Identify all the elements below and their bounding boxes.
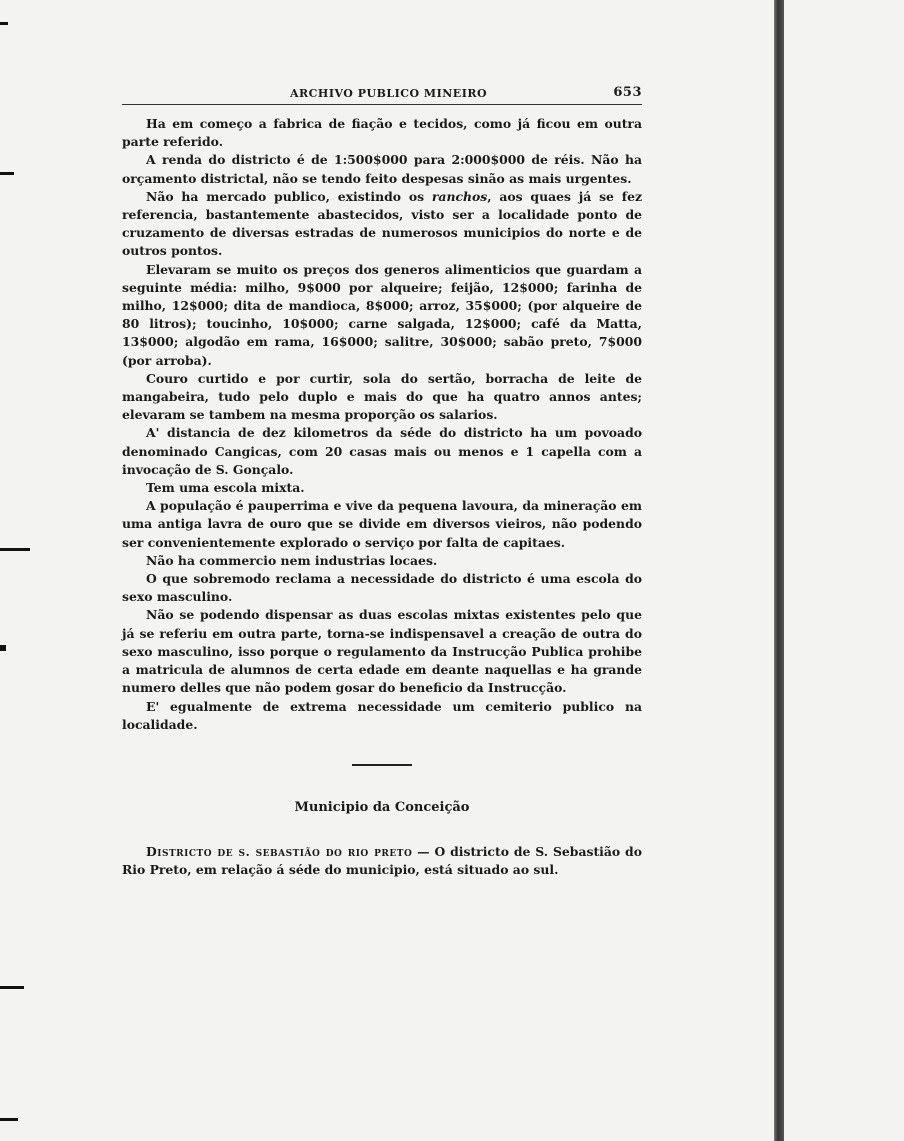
paragraph-lead: Não ha mercado publico, existindo os: [146, 188, 425, 204]
margin-mark: [0, 1118, 18, 1121]
body-text: [122, 115, 642, 734]
section-divider: [352, 764, 412, 766]
margin-mark: [0, 548, 30, 551]
paragraph: [122, 188, 642, 261]
document-page: [122, 80, 642, 879]
paragraph: Tem uma escola mixta.: [146, 480, 305, 496]
margin-mark: [0, 22, 8, 25]
paragraph: Não se podendo dispensar as duas escolas mixtas existentes pelo que já se referiu em outra parte, torna-se indispensavel a creação de outra do sexo masculino, isso porque o regulamento da Instrucção Publica prohibe a matricula de alumnos de certa edade em deante naquellas e ha grande numero delles que não podem gosar do beneficio da Instrucção.: [122, 607, 642, 696]
paragraph: Couro curtido e por curtir, sola do sertão, borracha de leite de mangabeira, tudo pelo duplo e mais do que ha quatro annos antes; elevaram se tambem na mesma proporção os salarios.: [122, 370, 642, 423]
paragraph: A' distancia de dez kilometros da séde do districto ha um povoado denominado Cangicas, com 20 casas mais ou menos e 1 capella com a invocação de S. Gonçalo.: [122, 425, 642, 477]
closing-paragraph: [122, 843, 642, 879]
paragraph-rest: , aos quaes já se fez referencia, bastantemente abastecidos, visto ser a localidade ponto de cruzamento de diversas estradas de numerosos municipios do norte e de outros pontos.: [122, 188, 642, 259]
scan-page-edge: [774, 0, 784, 1141]
paragraph: O que sobremodo reclama a necessidade do districto é uma escola do sexo masculino.: [122, 571, 642, 605]
paragraph: Não ha commercio nem industrias locaes.: [146, 552, 438, 568]
paragraph: E' egualmente de extrema necessidade um cemiterio publico na localidade.: [122, 698, 642, 732]
margin-mark: [0, 172, 14, 175]
paragraph: Ha em começo a fabrica de fiação e tecidos, como já ficou em outra parte referido.: [122, 116, 642, 150]
paragraph: A população é pauperrima e vive da pequena lavoura, da mineração em uma antiga lavra de ouro que se divide em diversos vieiros, não podendo ser convenientemente explorado o serviço por falta de capitaes.: [122, 498, 642, 550]
margin-mark: [0, 645, 6, 651]
section-title: Municipio da Conceição: [294, 799, 470, 815]
margin-mark: [0, 986, 24, 989]
page-number: 653: [613, 85, 642, 100]
running-title: ARCHIVO PUBLICO MINEIRO: [290, 87, 488, 100]
paragraph: Elevaram se muito os preços dos generos alimenticios que guardam a seguinte média: milho, 9$000 por alqueire; feijão, 12$000; farinha de milho, 12$000; dita de mandioca, 8$000; arroz, 35$000; (por alqueire de 80 litros); toucinho, 10$000; carne salgada, 12$000; café da Matta, 13$000; algodão em rama, 16$000; salitre, 30$000; sabão preto, 7$000 (por arroba).: [122, 261, 642, 368]
italic-term: ranchos: [431, 188, 488, 204]
paragraph: A renda do districto é de 1:500$000 para 2:000$000 de réis. Não ha orçamento districtal, não se tendo feito despesas sinão as mais urgentes.: [122, 152, 642, 186]
district-heading: Districto de s. sebastião do rio preto: [146, 843, 413, 859]
page-header: [122, 80, 642, 105]
paragraph-rest: — O districto de S. Sebastião do Rio Preto, em relação á séde do municipio, está situado ao sul.: [122, 843, 642, 878]
paragraph: [122, 843, 642, 879]
